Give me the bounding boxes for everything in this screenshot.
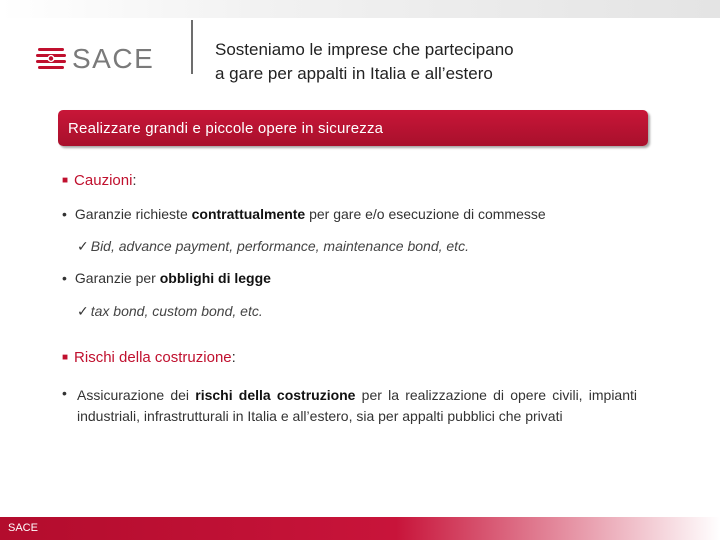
bullet-dot-icon: • bbox=[62, 206, 67, 222]
square-bullet-icon: ■ bbox=[62, 175, 69, 186]
check-item-text: tax bond, custom bond, etc. bbox=[90, 303, 263, 319]
sace-logo bbox=[36, 44, 154, 74]
list-item bbox=[62, 206, 546, 222]
list-item-text: Garanzie richieste bbox=[74, 206, 192, 222]
page-title-line-2: a gare per appalti in Italia e all’estero bbox=[215, 64, 493, 83]
header-divider bbox=[191, 20, 193, 74]
square-bullet-icon: ■ bbox=[62, 352, 69, 363]
section-heading-rischi bbox=[62, 349, 236, 366]
list-item-bold: obblighi di legge bbox=[159, 270, 271, 286]
footer-label: SACE bbox=[8, 522, 38, 534]
section-banner-title: Realizzare grandi e piccole opere in sicurezza bbox=[68, 120, 384, 137]
bullet-dot-icon: • bbox=[62, 270, 67, 286]
section-heading-cauzioni bbox=[62, 172, 137, 189]
paragraph-bold: rischi della costruzione bbox=[195, 387, 356, 403]
page-title-line-1: Sosteniamo le imprese che partecipano bbox=[215, 40, 514, 59]
section-banner bbox=[58, 110, 648, 146]
list-item-text: Garanzie per bbox=[74, 270, 160, 286]
sace-logo-icon bbox=[36, 46, 66, 72]
list-item-text: per gare e/o esecuzione di commesse bbox=[305, 206, 546, 222]
paragraph-text: Assicurazione dei bbox=[77, 387, 196, 403]
top-decorative-band bbox=[0, 0, 720, 18]
heading-keyword: Cauzioni bbox=[74, 172, 133, 189]
heading-suffix: : bbox=[231, 349, 236, 366]
check-item-text: Bid, advance payment, performance, maintenance bond, etc. bbox=[90, 238, 469, 254]
check-item bbox=[77, 303, 263, 320]
heading-keyword: Rischi della bbox=[74, 349, 155, 366]
logo-text: SACE bbox=[72, 43, 155, 74]
footer-band bbox=[0, 517, 720, 540]
page-title bbox=[215, 38, 695, 86]
checkmark-icon: ✓ bbox=[77, 238, 89, 254]
bullet-dot-icon: • bbox=[62, 385, 67, 401]
list-item bbox=[62, 270, 271, 286]
heading-suffix: : bbox=[132, 172, 137, 189]
heading-keyword-bold: costruzione bbox=[154, 349, 232, 366]
list-item-bold: contrattualmente bbox=[191, 206, 306, 222]
checkmark-icon: ✓ bbox=[77, 303, 89, 319]
paragraph-text: per la realizzazione di opere civili, impianti industriali, infrastrutturali in Italia e all’estero, sia per appalti pubblici che privati bbox=[77, 387, 638, 424]
check-item bbox=[77, 238, 469, 255]
list-item-paragraph bbox=[77, 385, 637, 427]
